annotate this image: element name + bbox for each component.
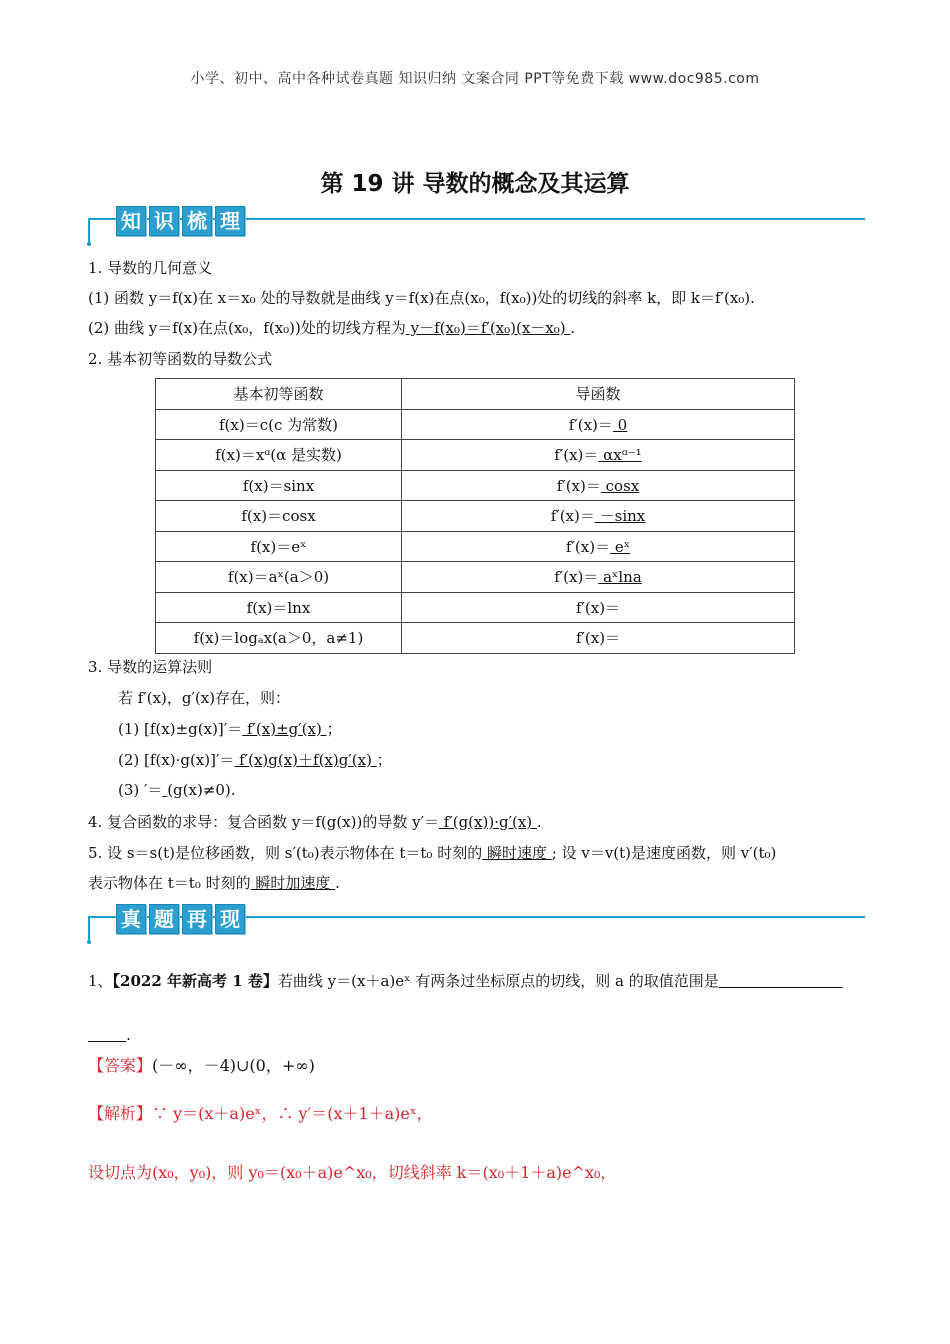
derivative-cell: f′(x)＝ cosx bbox=[402, 470, 795, 501]
section-char: 识 bbox=[149, 206, 179, 236]
analysis-line bbox=[88, 1104, 868, 1124]
table-row bbox=[156, 531, 795, 562]
section-char: 题 bbox=[149, 904, 179, 934]
table-header: 基本初等函数 bbox=[156, 379, 402, 410]
derivative-cell: f′(x)＝ 0 bbox=[402, 409, 795, 440]
section-char: 梳 bbox=[182, 206, 212, 236]
heading-operation-rules: 3. 导数的运算法则 bbox=[88, 658, 213, 676]
analysis-text: ∵ y＝(x＋a)eˣ，∴ y′＝(x＋1＋a)eˣ， bbox=[152, 1104, 433, 1123]
page-header: 小学、初中、高中各种试卷真题 知识归纳 文案合同 PPT等免费下载 www.doc985.com bbox=[190, 71, 760, 87]
text-line: 5. 设 s＝s(t)是位移函数，则 s′(t₀)表示物体在 t＝t₀ 时刻的 瞬时速度 ; 设 v＝v(t)是速度函数，则 v′(t₀) bbox=[88, 844, 777, 862]
fill-blank: y－f(x₀)＝f′(x₀)(x－x₀) bbox=[405, 319, 571, 337]
fill-blank: f′(x)g(x)＋f(x)g′(x) bbox=[234, 751, 377, 769]
function-cell: f(x)＝logₐx(a＞0，a≠1) bbox=[156, 623, 402, 654]
section-char: 再 bbox=[182, 904, 212, 934]
question-line: . bbox=[88, 1025, 868, 1045]
function-cell: f(x)＝cosx bbox=[156, 501, 402, 532]
derivative-table bbox=[155, 378, 795, 654]
derivative-cell: f′(x)＝ －sinx bbox=[402, 501, 795, 532]
section-char: 知 bbox=[116, 206, 146, 236]
function-cell: f(x)＝eˣ bbox=[156, 531, 402, 562]
page-title: 第 19 讲 导数的概念及其运算 bbox=[320, 171, 630, 197]
heading-derivative-formulas: 2. 基本初等函数的导数公式 bbox=[88, 350, 273, 368]
fill-blank: 瞬时速度 bbox=[482, 844, 552, 862]
analysis-label: 【解析】 bbox=[88, 1104, 153, 1123]
section-char: 真 bbox=[116, 904, 146, 934]
text-line: 表示物体在 t＝t₀ 时刻的 瞬时加速度 . bbox=[88, 874, 340, 892]
function-cell: f(x)＝xᵅ(α 是实数) bbox=[156, 440, 402, 471]
table-row bbox=[156, 470, 795, 501]
fill-blank: f′(x)±g′(x) bbox=[242, 720, 327, 738]
answer-value: (－∞，－4)∪(0，+∞) bbox=[152, 1056, 315, 1075]
derivative-cell: f′(x)＝ bbox=[402, 592, 795, 623]
section-bar-knowledge bbox=[88, 206, 865, 246]
heading-geometric-meaning: 1. 导数的几何意义 bbox=[88, 259, 213, 277]
answer-blank bbox=[88, 1026, 126, 1044]
table-header-row bbox=[156, 379, 795, 410]
rule-line: (1) [f(x)±g(x)]′＝ f′(x)±g′(x) ； bbox=[118, 720, 342, 738]
function-cell: f(x)＝lnx bbox=[156, 592, 402, 623]
section-bar-exam bbox=[88, 904, 865, 944]
function-cell: f(x)＝aˣ(a＞0) bbox=[156, 562, 402, 593]
text-line: 4. 复合函数的求导：复合函数 y＝f(g(x))的导数 y′＝ f′(g(x))·g′(x) . bbox=[88, 813, 542, 831]
table-row bbox=[156, 501, 795, 532]
table-row bbox=[156, 409, 795, 440]
section-char: 现 bbox=[215, 904, 245, 934]
analysis-line: 设切点为(x₀，y₀)，则 y₀＝(x₀＋a)e^x₀，切线斜率 k＝(x₀＋1＋a)e^x₀， bbox=[88, 1163, 617, 1182]
answer-blank bbox=[719, 972, 843, 990]
rule-line: (3) ′＝ (g(x)≠0). bbox=[118, 781, 236, 799]
answer-label: 【答案】 bbox=[88, 1056, 153, 1075]
derivative-cell: f′(x)＝ αxᵅ⁻¹ bbox=[402, 440, 795, 471]
answer-line bbox=[88, 1056, 868, 1076]
rule-line: (2) [f(x)·g(x)]′＝ f′(x)g(x)＋f(x)g′(x) ； bbox=[118, 751, 392, 769]
table-row bbox=[156, 623, 795, 654]
fill-blank: 瞬时加速度 bbox=[250, 874, 336, 892]
question-source: 【2022 年新高考 1 卷】 bbox=[112, 972, 278, 990]
function-cell: f(x)＝sinx bbox=[156, 470, 402, 501]
derivative-cell: f′(x)＝ bbox=[402, 623, 795, 654]
text-line: (2) 曲线 y＝f(x)在点(x₀，f(x₀))处的切线方程为 y－f(x₀)＝f′(x₀)(x－x₀) . bbox=[88, 319, 576, 337]
function-cell: f(x)＝c(c 为常数) bbox=[156, 409, 402, 440]
section-char: 理 bbox=[215, 206, 245, 236]
text-line: 若 f′(x)，g′(x)存在，则： bbox=[118, 689, 291, 707]
derivative-cell: f′(x)＝ eˣ bbox=[402, 531, 795, 562]
question-line: 1、【2022 年新高考 1 卷】若曲线 y＝(x＋a)eˣ 有两条过坐标原点的切线，则 a 的取值范围是 bbox=[88, 971, 868, 991]
table-header: 导函数 bbox=[402, 379, 795, 410]
text-line: (1) 函数 y＝f(x)在 x＝x₀ 处的导数就是曲线 y＝f(x)在点(x₀，f(x₀))处的切线的斜率 k，即 k＝f′(x₀). bbox=[88, 289, 755, 307]
table-row bbox=[156, 440, 795, 471]
fill-blank: f′(g(x))·g′(x) bbox=[439, 813, 537, 831]
derivative-cell: f′(x)＝ aˣlna bbox=[402, 562, 795, 593]
table-row bbox=[156, 592, 795, 623]
table-row bbox=[156, 562, 795, 593]
